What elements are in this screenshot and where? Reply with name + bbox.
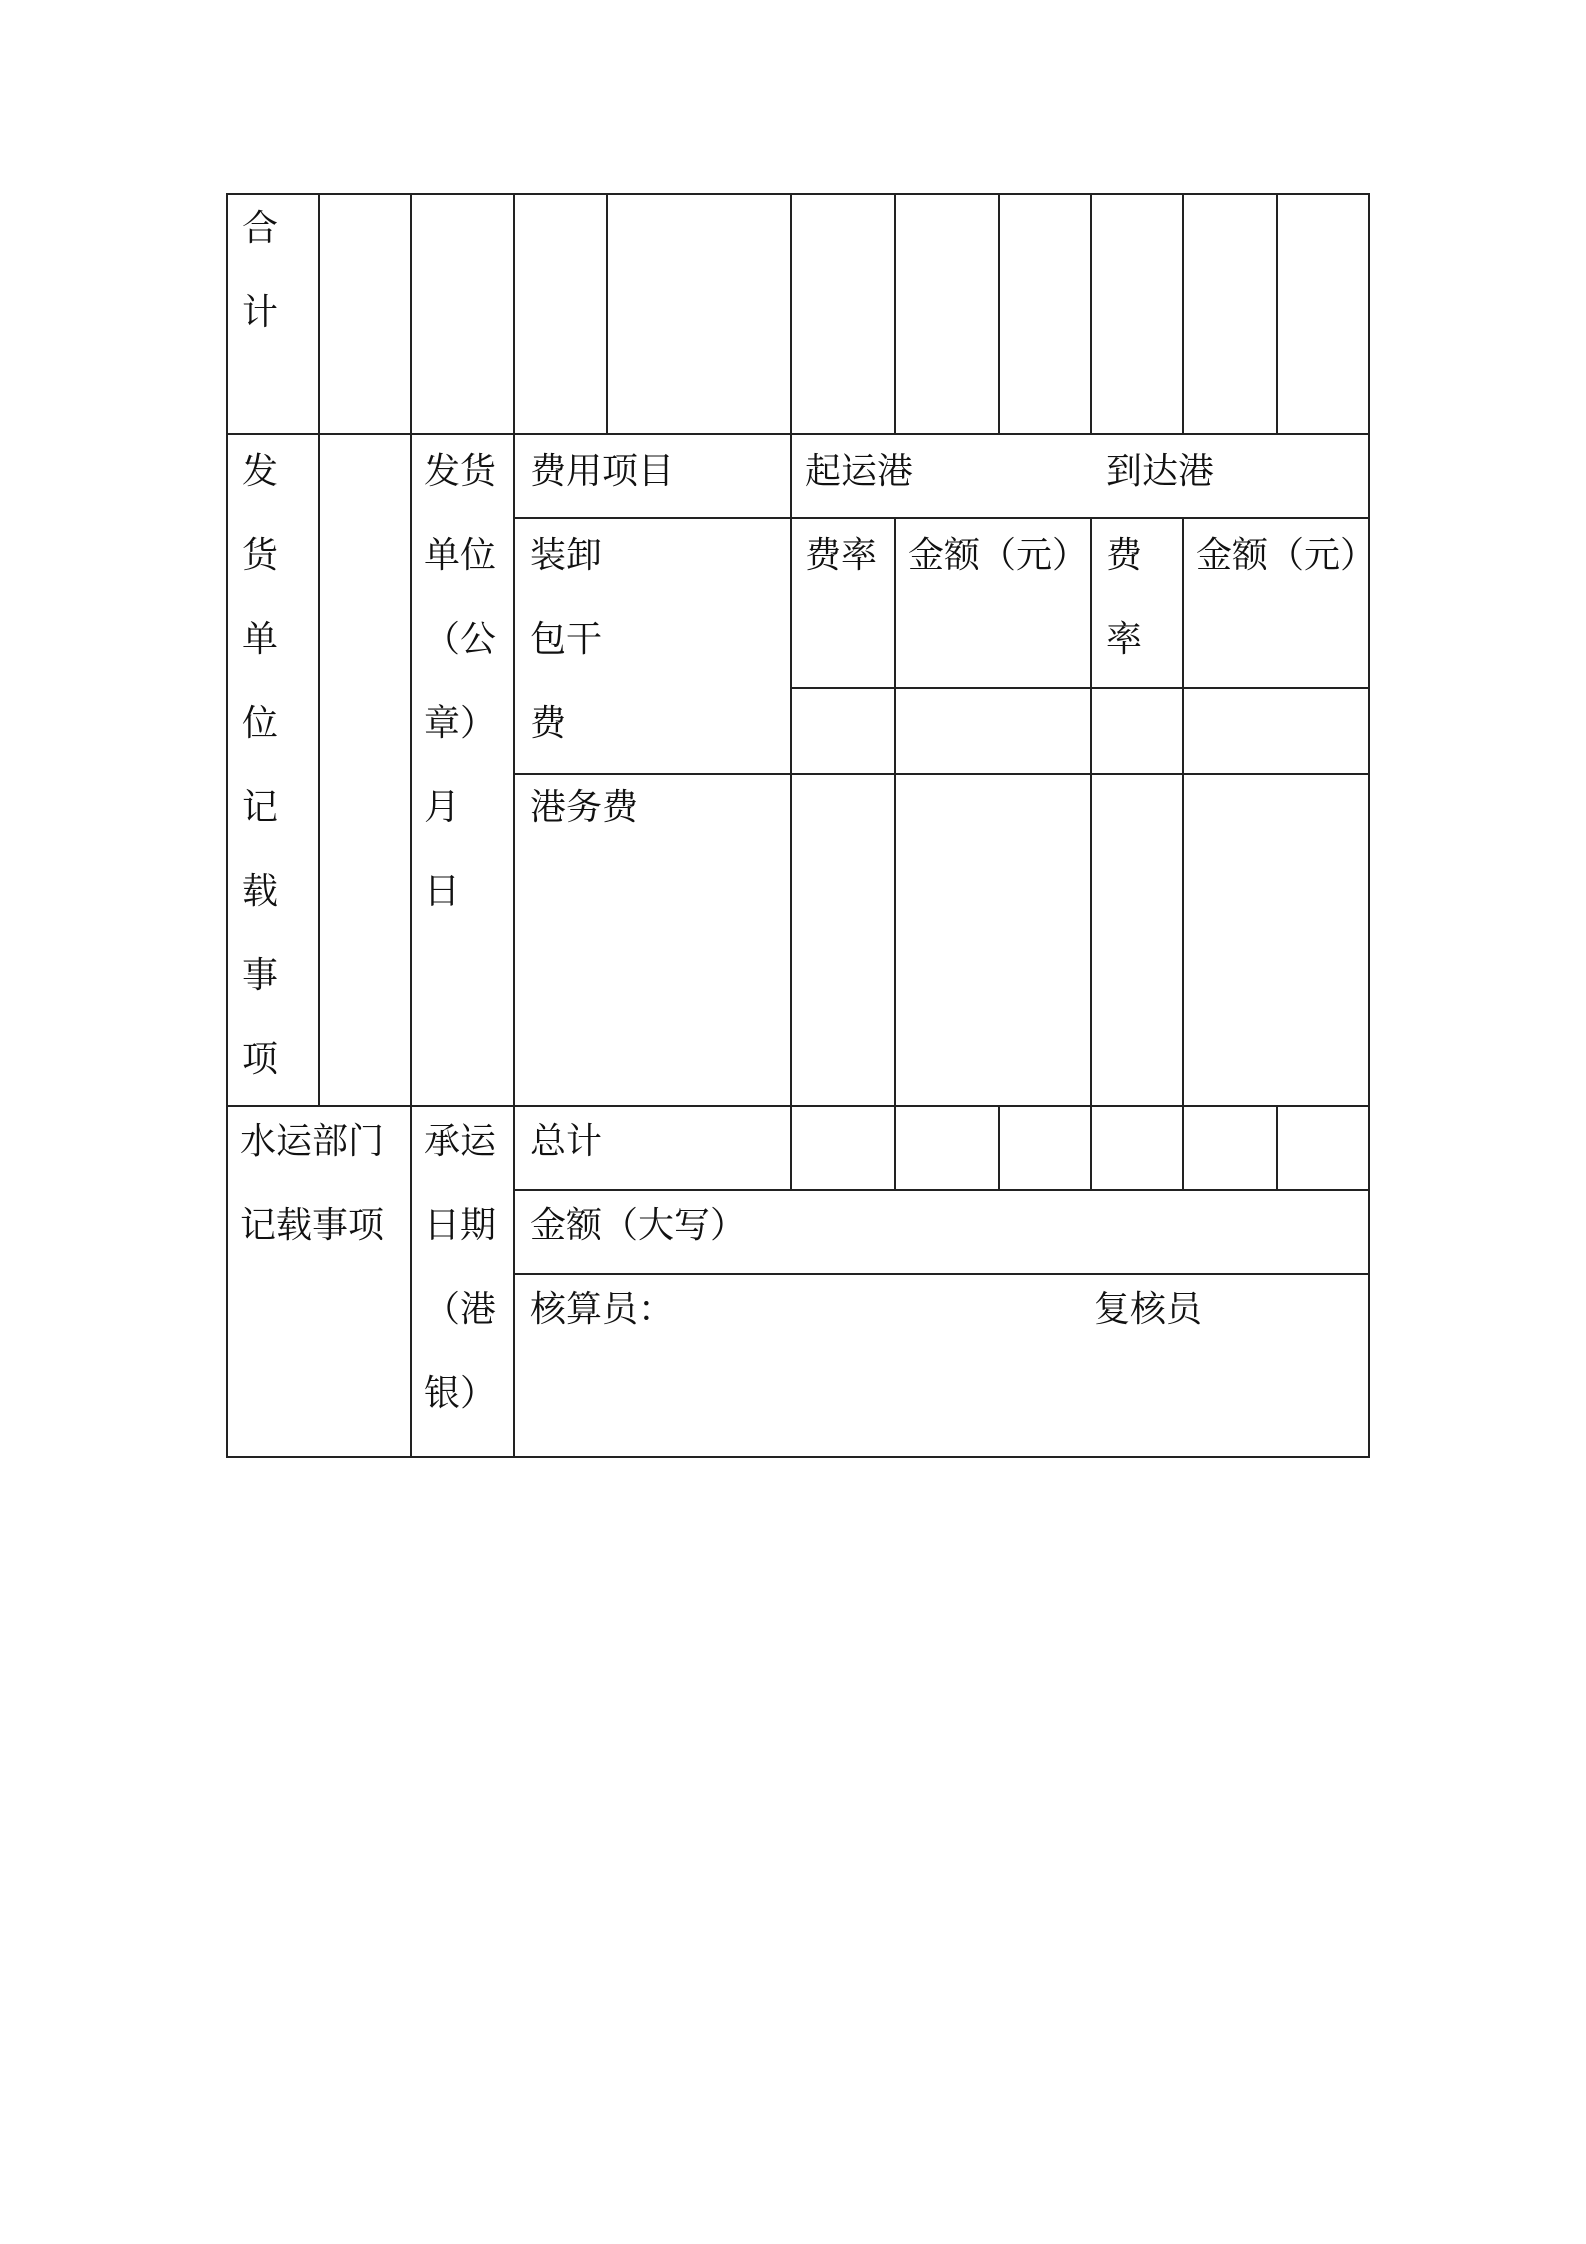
rule-col-1182-total bbox=[1182, 1105, 1184, 1191]
origin-amount-header: 金额（元） bbox=[908, 535, 1089, 576]
total-row-label: 合计 bbox=[241, 208, 278, 333]
rule-col-1276-total bbox=[1276, 1105, 1278, 1191]
shipper-day: 日 bbox=[424, 871, 461, 912]
rule-left bbox=[226, 193, 228, 1458]
rule-after-loading-fee bbox=[515, 773, 1370, 775]
fee-item-header: 费用项目 bbox=[530, 451, 675, 492]
port-service-fee-label: 港务费 bbox=[530, 787, 639, 828]
shipper-section-label: 发货单位记载事项 bbox=[241, 451, 278, 1080]
dest-amount-header: 金额（元） bbox=[1196, 535, 1377, 576]
accountant-label: 核算员： bbox=[530, 1289, 675, 1330]
shipper-seal-label: 发货单位（公章） bbox=[424, 451, 497, 744]
water-section-label: 水运部门记载事项 bbox=[240, 1121, 385, 1246]
reviewer-label: 复核员 bbox=[1094, 1289, 1203, 1330]
rule-col-606 bbox=[606, 193, 608, 435]
rule-col-410 bbox=[410, 193, 412, 1458]
origin-port-header: 起运港 bbox=[805, 451, 914, 492]
rule-col-894 bbox=[894, 193, 896, 435]
origin-rate-header: 费率 bbox=[805, 535, 878, 576]
rule-after-rate-header bbox=[790, 687, 1370, 689]
rule-col-513 bbox=[513, 193, 515, 1458]
dest-rate-header: 费率 bbox=[1106, 535, 1143, 660]
loading-fee-label: 装卸包干费 bbox=[530, 535, 603, 744]
rule-col-998-total bbox=[998, 1105, 1000, 1191]
rule-col-1090 bbox=[1090, 193, 1092, 435]
rule-col-998 bbox=[998, 193, 1000, 435]
rule-col-894-lower bbox=[894, 517, 896, 1107]
destination-port-header: 到达港 bbox=[1106, 451, 1215, 492]
carrier-date-label: 承运日期（港银） bbox=[424, 1121, 497, 1414]
rule-col-1276 bbox=[1276, 193, 1278, 435]
rule-top bbox=[226, 193, 1370, 195]
rule-col-318 bbox=[318, 193, 320, 1107]
rule-col-790 bbox=[790, 193, 792, 1191]
shipper-month: 月 bbox=[424, 787, 461, 828]
rule-col-894-total bbox=[894, 1105, 896, 1191]
rule-col-1182-lower bbox=[1182, 517, 1184, 1107]
grand-total-label: 总计 bbox=[530, 1121, 603, 1162]
rule-bottom bbox=[226, 1456, 1370, 1458]
amount-in-words-label: 金额（大写） bbox=[530, 1205, 747, 1246]
rule-col-1182 bbox=[1182, 193, 1184, 435]
rule-col-1090-lower bbox=[1090, 517, 1092, 1191]
rule-right bbox=[1368, 193, 1370, 1458]
